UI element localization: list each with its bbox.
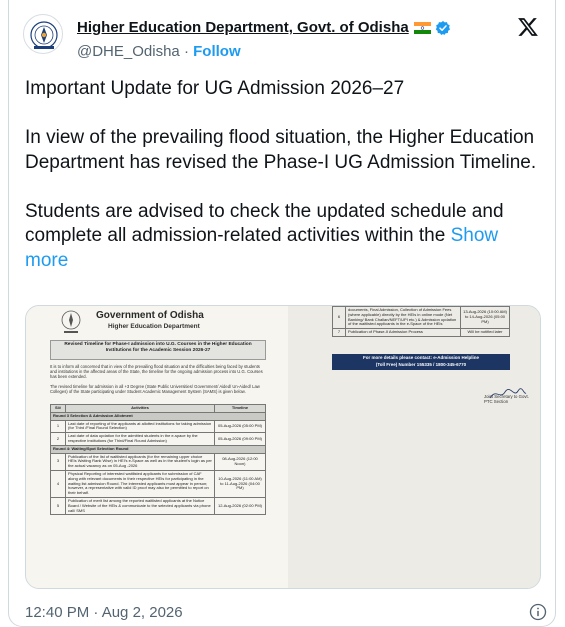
column-header: Activities	[66, 405, 215, 413]
row-timeline: 13-Aug-2026 (10:00 AM) to 14-Aug-2026 (05:00 PM)	[461, 307, 510, 329]
table-row	[51, 420, 266, 433]
signatory-section: PTC Section	[484, 399, 509, 404]
india-flag-icon	[414, 22, 431, 34]
document-intro-2: The revised timeline for admission in all +3 Degree (State Public Universities/ Government/ Aided/ Un-Aided/ Law Colleges) of the State participating under Student Academic Management System (SAMS) is given below.	[50, 384, 260, 395]
row-timeline: 05-Aug-2026 (09:00 PM)	[215, 433, 266, 446]
x-logo-icon[interactable]	[517, 16, 539, 38]
row-activity: documents, Final Admission, Collection of Admission Fees (where applicable) directly by the HEIs in online mode (Net Banking/ Bank Challan/NEFT/UPI etc.) & Admission updation of the waitlisted applicants in the e-Space of the HEIs	[346, 307, 461, 329]
document-subtitle: Higher Education Department	[108, 323, 200, 330]
helpline-box	[332, 354, 510, 370]
timeline-table	[50, 404, 266, 515]
row-number: 5	[51, 497, 66, 514]
row-timeline: Will be notified later	[461, 329, 510, 337]
tweet-image[interactable]	[25, 305, 541, 589]
helpline-numbers: (Toll Free) Number 155335 / 1800-345-6770	[375, 361, 467, 367]
tweet-paragraph: In view of the prevailing flood situation, the Higher Education Department has revised the Phase-I UG Admission Timeline.	[25, 127, 540, 173]
row-activity: Physical Reporting of interested waitlisted applicants for submission of CAF along with relevant documents in their respective HEIs for participating in the waiting list admission Round. The interested applicants must appear in person; however, a representative with valid ID proof may also be permitted to report on their behalf.	[66, 470, 215, 497]
separator: ·	[183, 43, 189, 60]
tweet-paragraph-text: Students are advised to check the updated schedule and complete all admission-related activities within the	[25, 200, 509, 246]
signatory	[484, 394, 529, 404]
row-activity: Publication of merit list among the reported waitlisted applicants at the Notice Board / Website of the HEIs & communicate to the selected applicants via phone call/ SMS	[66, 497, 215, 514]
section-title: Round 4: Waiting/Spot Selection Round	[51, 445, 266, 453]
follow-button[interactable]: Follow	[193, 43, 241, 60]
tweet-text	[25, 77, 545, 273]
helpline-text: For more details please contact: e-Admission Helpline	[362, 355, 480, 360]
table-row	[333, 307, 510, 329]
verified-badge-icon[interactable]	[435, 20, 451, 36]
row-activity: Publication of Phase-II Admission Process	[346, 329, 461, 337]
table-section	[51, 445, 266, 453]
row-number: 6	[333, 307, 346, 329]
table-row	[333, 329, 510, 337]
row-number: 7	[333, 329, 346, 337]
timeline-table-continued	[332, 306, 510, 337]
row-number: 4	[51, 470, 66, 497]
odisha-emblem-icon	[24, 15, 63, 54]
document-page-left	[26, 306, 288, 588]
tweet-paragraph: Important Update for UG Admission 2026–27	[25, 78, 405, 99]
signatory-title: Joint Secretary to Govt.	[484, 394, 529, 399]
table-row	[51, 453, 266, 470]
document-intro: It is to inform all concerned that in view of the prevailing flood situation and the difficulties being faced by students and institutions in the affected areas of the State, the timeline for the ongoing admission process into U.G. Courses has been extended.	[50, 364, 263, 380]
handle-row	[77, 43, 241, 60]
row-activity: Publication of the list of waitlisted applicants (for the remaining upper choice HEIs Waiting Rank Wise) in HEI's e-Space as well as in the student's login as per the actual vacancy as on 05-Aug -2026	[66, 453, 215, 470]
handle[interactable]: @DHE_Odisha	[77, 43, 180, 60]
tweet-card	[8, 0, 556, 627]
avatar[interactable]	[23, 14, 63, 54]
section-title: Round 3 Selection & Admission Allotment	[51, 412, 266, 420]
document-banner: Revised Timeline for Phase-I admission into U.G. Courses in the Higher Education Institutions for the Academic Session 2026-27	[50, 340, 266, 360]
info-icon[interactable]	[529, 603, 547, 621]
document-page-right	[288, 306, 540, 588]
table-header	[51, 405, 266, 413]
row-number: 3	[51, 453, 66, 470]
odisha-emblem-icon	[59, 309, 83, 337]
document-title: Government of Odisha	[96, 310, 204, 321]
row-number: 1	[51, 420, 66, 433]
row-timeline: 05-Aug-2026 (05:00 PM)	[215, 420, 266, 433]
row-activity: Last date of data updation for the admitted students in the e-space by the respective institutions (for Third/Final Round Admission)	[66, 433, 215, 446]
row-timeline: 08-Aug-2026 (12:00 Noon)	[215, 453, 266, 470]
column-header: Sl#	[51, 405, 66, 413]
timestamp[interactable]: 12:40 PM · Aug 2, 2026	[25, 604, 183, 621]
table-row	[51, 470, 266, 497]
table-row	[51, 433, 266, 446]
column-header: Timeline	[215, 405, 266, 413]
display-name[interactable]: Higher Education Department, Govt. of Odisha	[77, 19, 409, 36]
tweet-paragraph	[25, 200, 545, 274]
row-number: 2	[51, 433, 66, 446]
table-row	[51, 497, 266, 514]
show-more-link[interactable]: Show more	[25, 225, 504, 271]
table-section	[51, 412, 266, 420]
row-activity: Last date of reporting of the applicants at allotted institutions for taking admission (for Third /Final Round Selection)	[66, 420, 215, 433]
row-timeline: 10-Aug-2026 (11:00 AM) to 11-Aug-2026 (04:00 PM)	[215, 470, 266, 497]
row-timeline: 12-Aug-2026 (02:00 PM)	[215, 497, 266, 514]
